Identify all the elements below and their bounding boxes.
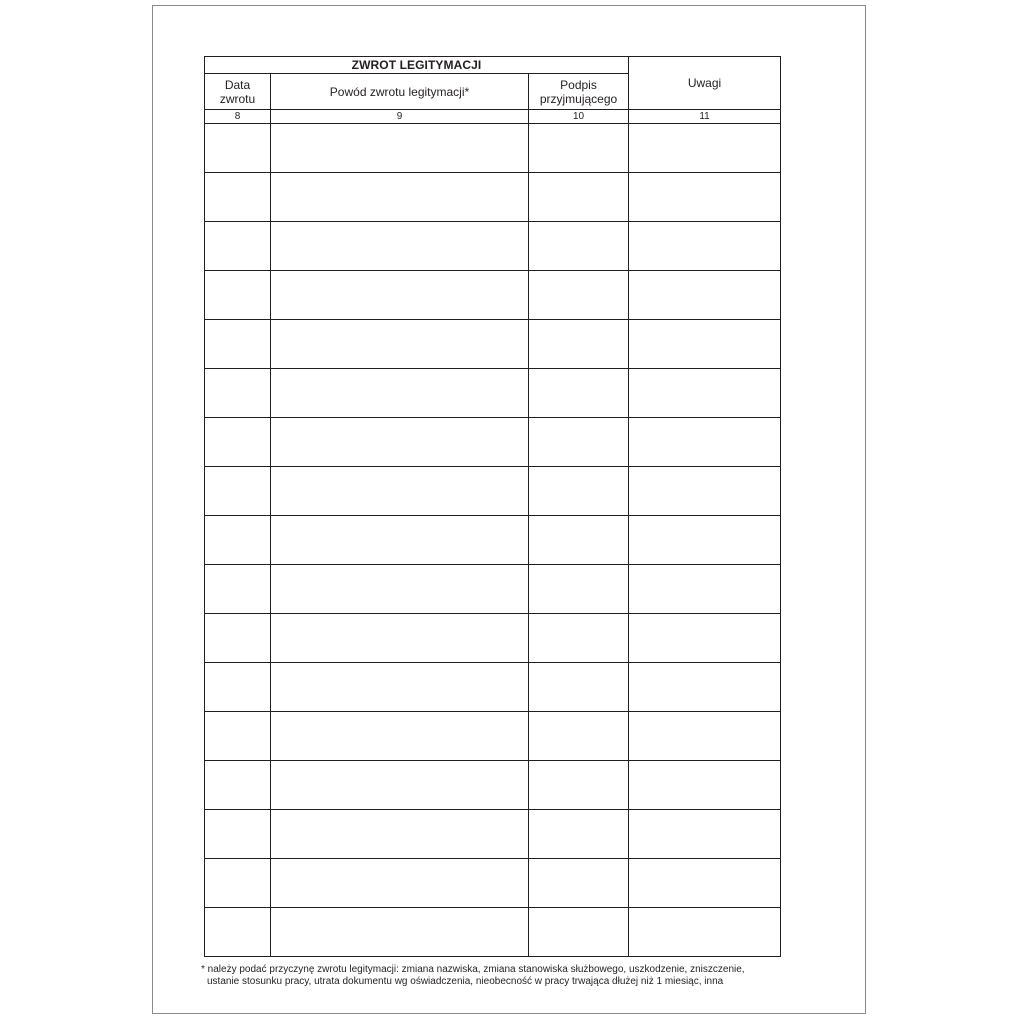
signature-cell[interactable] <box>529 467 629 516</box>
reason-cell[interactable] <box>271 124 529 173</box>
date-cell[interactable] <box>205 173 271 222</box>
remarks-cell[interactable] <box>629 320 781 369</box>
remarks-cell[interactable] <box>629 271 781 320</box>
table-row <box>205 369 781 418</box>
remarks-cell[interactable] <box>629 467 781 516</box>
header-line: Powód zwrotu legitymacji* <box>329 84 470 99</box>
date-cell[interactable] <box>205 712 271 761</box>
reason-cell[interactable] <box>271 565 529 614</box>
reason-cell[interactable] <box>271 663 529 712</box>
date-cell[interactable] <box>205 565 271 614</box>
date-cell[interactable] <box>205 859 271 908</box>
signature-cell[interactable] <box>529 418 629 467</box>
date-cell[interactable] <box>205 271 271 320</box>
column-number: 9 <box>271 110 529 124</box>
table-row <box>205 467 781 516</box>
signature-cell[interactable] <box>529 516 629 565</box>
reason-cell[interactable] <box>271 369 529 418</box>
header-line: zwrotu <box>219 91 256 106</box>
signature-cell[interactable] <box>529 271 629 320</box>
signature-cell[interactable] <box>529 761 629 810</box>
table-row <box>205 859 781 908</box>
signature-cell[interactable] <box>529 908 629 957</box>
date-cell[interactable] <box>205 761 271 810</box>
remarks-cell[interactable] <box>629 222 781 271</box>
reason-cell[interactable] <box>271 761 529 810</box>
date-cell[interactable] <box>205 124 271 173</box>
reason-cell[interactable] <box>271 859 529 908</box>
header-line: przyjmującego <box>539 91 618 106</box>
table-row <box>205 222 781 271</box>
reason-cell[interactable] <box>271 467 529 516</box>
footnote-line: * należy podać przyczynę zwrotu legitymacji: zmiana nazwiska, zmiana stanowiska służbowego, uszkodzenie, zniszczenie, <box>201 964 745 975</box>
table-row <box>205 565 781 614</box>
reason-cell[interactable] <box>271 908 529 957</box>
remarks-cell[interactable] <box>629 173 781 222</box>
table-row <box>205 124 781 173</box>
header-line: Podpis <box>560 77 597 92</box>
signature-cell[interactable] <box>529 124 629 173</box>
remarks-cell[interactable] <box>629 418 781 467</box>
table-title: ZWROT LEGITYMACJI <box>205 57 629 74</box>
table-row <box>205 712 781 761</box>
remarks-cell[interactable] <box>629 810 781 859</box>
footnote-line: ustanie stosunku pracy, utrata dokumentu wg oświadczenia, nieobecność w pracy trwająca dłużej niż 1 miesiąc, inna <box>207 976 724 987</box>
reason-cell[interactable] <box>271 810 529 859</box>
signature-cell[interactable] <box>529 222 629 271</box>
column-header-podpis <box>529 74 629 110</box>
reason-cell[interactable] <box>271 516 529 565</box>
date-cell[interactable] <box>205 320 271 369</box>
date-cell[interactable] <box>205 516 271 565</box>
table-row <box>205 663 781 712</box>
signature-cell[interactable] <box>529 810 629 859</box>
reason-cell[interactable] <box>271 712 529 761</box>
remarks-cell[interactable] <box>629 614 781 663</box>
reason-cell[interactable] <box>271 418 529 467</box>
table-row <box>205 418 781 467</box>
column-number: 8 <box>205 110 271 124</box>
table-row <box>205 810 781 859</box>
date-cell[interactable] <box>205 418 271 467</box>
date-cell[interactable] <box>205 614 271 663</box>
table-row <box>205 761 781 810</box>
return-of-id-table <box>204 56 781 957</box>
table-row <box>205 516 781 565</box>
date-cell[interactable] <box>205 222 271 271</box>
reason-cell[interactable] <box>271 614 529 663</box>
remarks-cell[interactable] <box>629 369 781 418</box>
remarks-cell[interactable] <box>629 124 781 173</box>
signature-cell[interactable] <box>529 565 629 614</box>
table-row <box>205 173 781 222</box>
table-row <box>205 271 781 320</box>
signature-cell[interactable] <box>529 320 629 369</box>
signature-cell[interactable] <box>529 859 629 908</box>
remarks-cell[interactable] <box>629 908 781 957</box>
signature-cell[interactable] <box>529 173 629 222</box>
header-line: Data <box>224 77 251 92</box>
footnote <box>201 964 801 988</box>
remarks-cell[interactable] <box>629 663 781 712</box>
remarks-cell[interactable] <box>629 761 781 810</box>
signature-cell[interactable] <box>529 614 629 663</box>
date-cell[interactable] <box>205 467 271 516</box>
column-number: 11 <box>629 110 781 124</box>
table-row <box>205 320 781 369</box>
reason-cell[interactable] <box>271 320 529 369</box>
table-row <box>205 614 781 663</box>
signature-cell[interactable] <box>529 663 629 712</box>
signature-cell[interactable] <box>529 369 629 418</box>
column-number: 10 <box>529 110 629 124</box>
remarks-cell[interactable] <box>629 712 781 761</box>
column-header-uwagi: Uwagi <box>629 57 781 110</box>
reason-cell[interactable] <box>271 222 529 271</box>
remarks-cell[interactable] <box>629 859 781 908</box>
date-cell[interactable] <box>205 663 271 712</box>
table-row <box>205 908 781 957</box>
date-cell[interactable] <box>205 908 271 957</box>
remarks-cell[interactable] <box>629 565 781 614</box>
remarks-cell[interactable] <box>629 516 781 565</box>
column-header-data-zwrotu <box>205 74 271 110</box>
signature-cell[interactable] <box>529 712 629 761</box>
date-cell[interactable] <box>205 810 271 859</box>
reason-cell[interactable] <box>271 173 529 222</box>
column-header-powod-zwrotu <box>271 74 529 110</box>
date-cell[interactable] <box>205 369 271 418</box>
reason-cell[interactable] <box>271 271 529 320</box>
